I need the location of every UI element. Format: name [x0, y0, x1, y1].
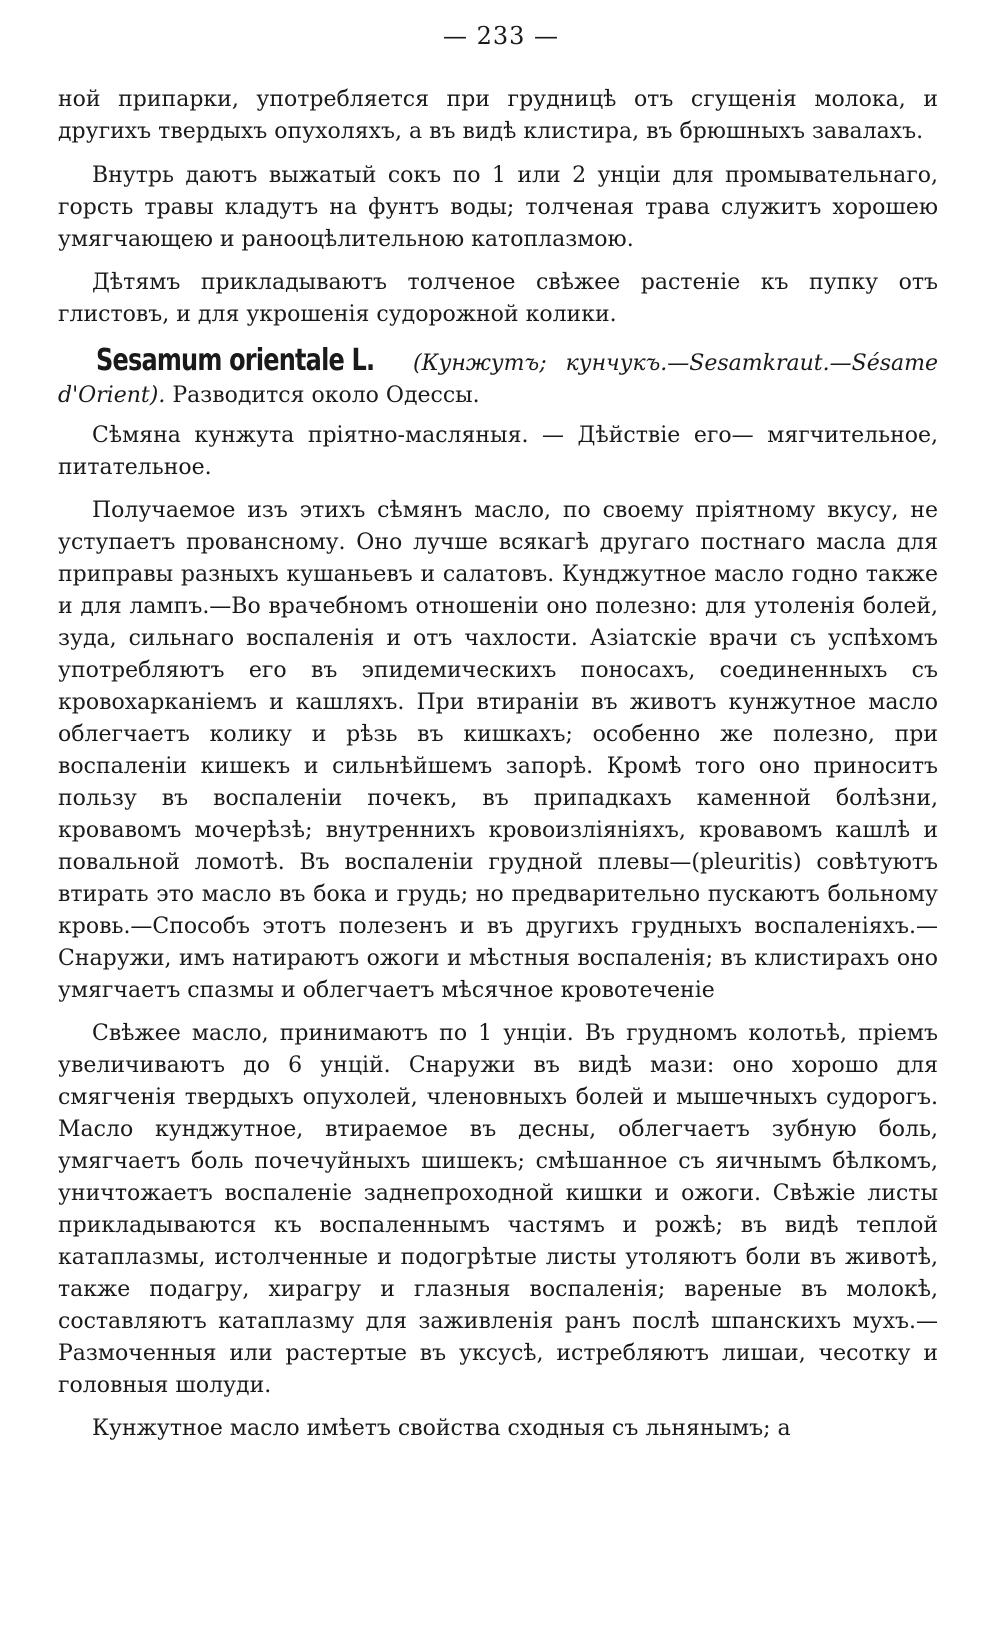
paragraph-comparison: Кунжутное масло имѣетъ свойства сходныя съ льнянымъ; а [92, 1416, 791, 1441]
entry-synonyms: (Кунжутъ; кунчукъ.—Sesamkraut.—Sésame d'Orient). [58, 351, 938, 408]
page-number: — 233 — [442, 22, 560, 50]
paragraph-continuation: ной припарки, употребляется при грудницѣ отъ сгущенія молока, и другихъ твердыхъ опухоляхъ, а въ видѣ клистира, въ брюшныхъ завалахъ. [58, 87, 938, 144]
paragraph-children-use: Дѣтямъ прикладываютъ толченое свѣжее растеніе къ пупку отъ глистовъ, и для укрошенія судорожной колики. [58, 270, 938, 327]
latin-name: Sesamum orientale L. [96, 343, 375, 378]
entry-heading [58, 345, 938, 412]
entry-habitat: Разводится около Одессы. [172, 383, 480, 408]
paragraph-seeds: Сѣмяна кунжута пріятно-масляныя. — Дѣйствіе его— мягчительное, питательное. [58, 423, 938, 480]
paragraph-internal-use: Внутрь даютъ выжатый сокъ по 1 или 2 унціи для промывательнаго, горсть травы кладутъ на фунтъ воды; толченая трава служитъ хорошею умягчающею и ранооцѣлительною катоплазмою. [58, 163, 938, 252]
paragraph-fresh-oil: Свѣжее масло, принимаютъ по 1 унціи. Въ грудномъ колотьѣ, пріемъ увеличиваютъ до 6 унцій. Снаружи въ видѣ мази: оно хорошо для смягченія твердыхъ опухолей, членовныхъ болей и мышечныхъ судорогъ. Масло кунджутное, втираемое въ десны, облегчаетъ зубную боль, умягчаетъ боль почечуйныхъ шишекъ; смѣшанное съ яичнымъ бѣлкомъ, уничтожаетъ воспаленіе заднепроходной кишки и ожоги. Свѣжіе листы прикладываются къ воспаленнымъ частямъ и рожѣ; въ видѣ теплой катаплазмы, истолченные и подогрѣтые листы утоляютъ боли въ животѣ, также подагру, хирагру и глазныя воспаленія; вареные въ молокѣ, составляютъ катаплазму для заживленія ранъ послѣ шпанскихъ мухъ.—Размоченныя или растертые въ уксусѣ, истребляютъ лишаи, чесотку и головныя шолуди. [58, 1021, 938, 1398]
paragraph-oil-properties: Получаемое изъ этихъ сѣмянъ масло, по своему пріятному вкусу, не уступаетъ провансному. Оно лучше всякагѣ другаго постнаго масла для приправы разныхъ кушаньевъ и салатовъ. Кунджутное масло годно также и для лампъ.—Во врачебномъ отношеніи оно полезно: для утоленія болей, зуда, сильнаго воспаленія и отъ чахлости. Азіатскіе врачи съ успѣхомъ употребляютъ его въ эпидемическихъ поносахъ, соединенныхъ съ кровохарканіемъ и кашляхъ. При втираніи въ животъ кунжутное масло облегчаетъ колику и рѣзь въ кишкахъ; особенно же полезно, при воспаленіи кишекъ и сильнѣйшемъ запорѣ. Кромѣ того оно приноситъ пользу въ воспаленіи почекъ, въ припадкахъ каменной болѣзни, кровавомъ мочерѣзѣ; внутреннихъ кровоизліяніяхъ, кровавомъ кашлѣ и повальной ломотѣ. Въ воспаленіи грудной плевы—(pleuritis) совѣтуютъ втирать это масло въ бока и грудь; но предварительно пускаютъ больному кровь.—Способъ этотъ полезенъ и въ другихъ грудныхъ воспаленіяхъ.—Снаружи, имъ натираютъ ожоги и мѣстныя воспаленія; въ клистирахъ оно умягчаетъ спазмы и облегчаетъ мѣсячное кровотеченіе [58, 498, 938, 1003]
text-column [58, 84, 938, 1456]
